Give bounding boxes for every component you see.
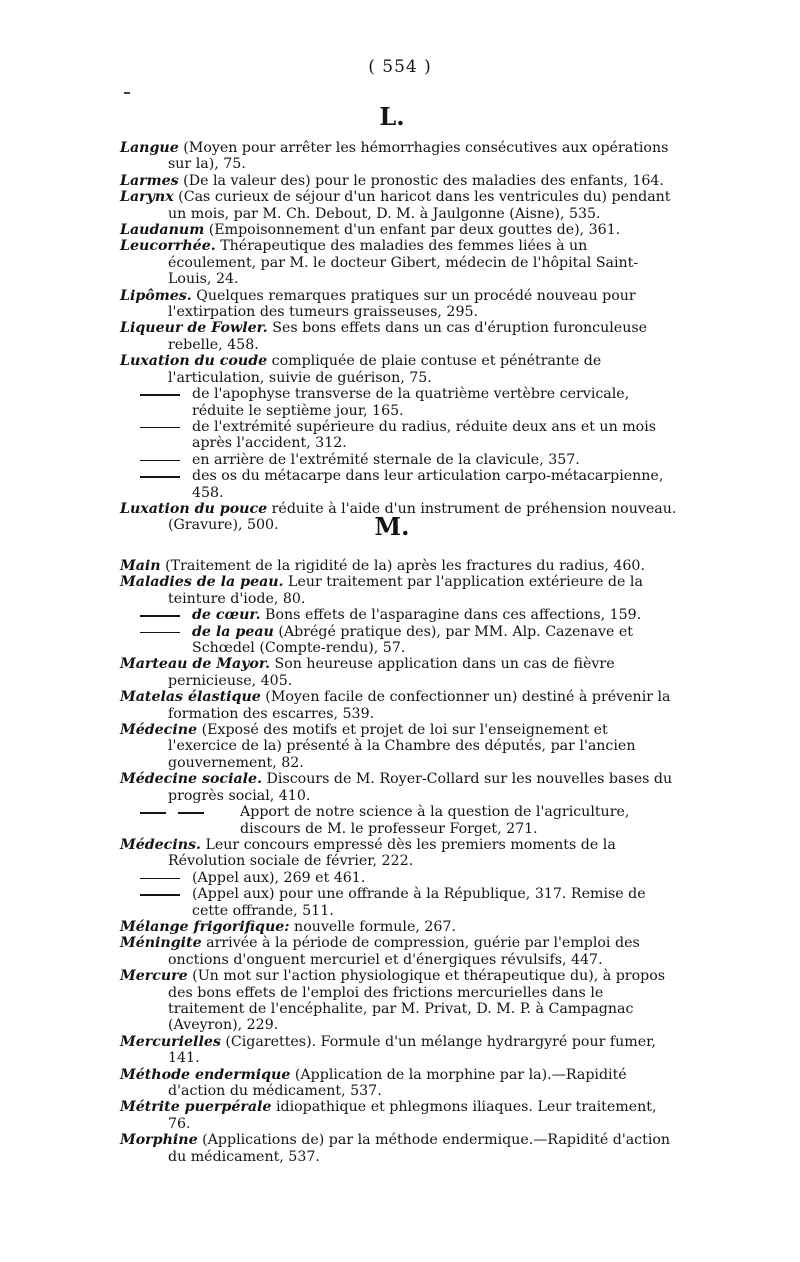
- index-entry: [120, 656, 678, 689]
- entry-text: Son heureuse application dans un cas de fièvre pernicieuse, 405.: [168, 656, 615, 689]
- entry-keyword: Médecine: [120, 722, 198, 739]
- entry-keyword: Liqueur de Fowler.: [120, 320, 268, 337]
- entry-keyword: Maladies de la peau.: [120, 574, 284, 591]
- entry-text: (Un mot sur l'action physiologique et thérapeutique du), à propos des bons effets de l'emploi des frictions mercurielles dans le traitement de l'encéphalite, par M. Privat, D. M. P. à Campagnac (Aveyron), 229.: [168, 968, 666, 1034]
- entry-keyword: Métrite puerpérale: [120, 1099, 272, 1116]
- entry-keyword: Matelas élastique: [120, 689, 261, 706]
- index-entry: [120, 624, 678, 657]
- index-entry: [120, 222, 678, 238]
- entry-text: de l'extrémité supérieure du radius, réduite deux ans et un mois après l'accident, 312.: [192, 418, 657, 452]
- entries-section-l: [120, 140, 678, 534]
- entry-keyword: Main: [120, 558, 161, 574]
- entry-text: en arrière de l'extrémité sternale de la clavicule, 357.: [192, 451, 580, 468]
- entry-text: Leur concours empressé dès les premiers moments de la Révolution sociale de février, 222.: [168, 836, 616, 870]
- entry-text: Thérapeutique des maladies des femmes liées à un écoulement, par M. le docteur Gibert, médecin de l'hôpital Saint-Louis, 24.: [168, 238, 639, 288]
- entry-text: réduite à l'aide d'un instrument de préhension nouveau. (Gravure), 500.: [168, 500, 677, 534]
- index-entry: [120, 189, 678, 222]
- entry-keyword: Larmes: [120, 172, 179, 189]
- entry-text: (Appel aux), 269 et 461.: [192, 869, 366, 886]
- entry-keyword: Méningite: [120, 935, 202, 952]
- index-entry: [120, 558, 678, 574]
- entry-keyword: de la peau: [192, 623, 274, 640]
- index-entry: [120, 837, 678, 870]
- index-entry: [120, 140, 678, 173]
- index-entry: [120, 804, 678, 837]
- index-entry: [120, 419, 678, 452]
- entry-keyword: Méthode endermique: [120, 1066, 291, 1083]
- entry-keyword: Mercure: [120, 968, 188, 985]
- index-entry: [120, 919, 678, 935]
- index-entry: [120, 320, 678, 353]
- entry-keyword: Médecine sociale.: [120, 771, 263, 788]
- entry-text: compliquée de plaie contuse et pénétrante de l'articulation, suivie de guérison, 75.: [168, 353, 602, 386]
- entry-text: (Cigarettes). Formule d'un mélange hydrargyré pour fumer, 141.: [168, 1033, 656, 1067]
- entry-text: (De la valeur des) pour le pronostic des maladies des enfants, 164.: [178, 172, 664, 189]
- index-entry: [120, 886, 678, 919]
- entry-keyword: de cœur.: [192, 607, 261, 624]
- entry-text: de l'apophyse transverse de la quatrième vertèbre cervicale, réduite le septième jour, 165.: [192, 386, 630, 419]
- index-entry: [120, 1034, 678, 1067]
- entry-text: Discours de M. Royer-Collard sur les nouvelles bases du progrès social, 410.: [168, 771, 673, 804]
- ditto-dash: [140, 632, 180, 634]
- ditto-dash: [140, 812, 166, 814]
- entry-keyword: Mélange frigorifique:: [120, 918, 290, 935]
- index-entry: [120, 1132, 678, 1165]
- index-entry: [120, 452, 678, 468]
- print-mark: [124, 92, 130, 94]
- entry-text: (Moyen facile de confectionner un) destiné à prévenir la formation des escarres, 539.: [168, 689, 671, 722]
- entry-text: (Application de la morphine par la).—Rapidité d'action du médicament, 537.: [168, 1066, 627, 1099]
- index-entry: [120, 968, 678, 1034]
- section-letter-l: L.: [379, 102, 405, 131]
- index-entry: [120, 771, 678, 804]
- ditto-dash: [140, 878, 180, 880]
- entry-text: Ses bons effets dans un cas d'éruption furonculeuse rebelle, 458.: [168, 320, 648, 353]
- entry-text: (Appel aux) pour une offrande à la République, 317. Remise de cette offrande, 511.: [192, 886, 646, 919]
- entry-keyword: Langue: [120, 140, 179, 156]
- ditto-dash: [140, 427, 180, 429]
- entry-text: des os du métacarpe dans leur articulation carpo-métacarpienne, 458.: [192, 468, 664, 501]
- index-entry: [120, 870, 678, 886]
- entry-keyword: Médecins.: [120, 836, 201, 853]
- entry-text: Quelques remarques pratiques sur un procédé nouveau pour l'extirpation des tumeurs graisseuses, 295.: [168, 287, 636, 321]
- entry-text: idiopathique et phlegmons iliaques. Leur traitement, 76.: [168, 1099, 657, 1132]
- index-entry: [120, 288, 678, 321]
- index-entry: [120, 1067, 678, 1100]
- entries-section-m: [120, 558, 678, 1165]
- entry-text: (Abrégé pratique des), par MM. Alp. Cazenave et Schœdel (Compte-rendu), 57.: [192, 623, 634, 657]
- index-entry: [120, 353, 678, 386]
- index-entry: [120, 935, 678, 968]
- entry-text: arrivée à la période de compression, guérie par l'emploi des onctions d'onguent mercuriel et d'énergiques révulsifs, 447.: [168, 935, 640, 968]
- ditto-dash: [140, 615, 180, 617]
- ditto-dash: [140, 394, 180, 396]
- entry-text: (Exposé des motifs et projet de loi sur l'enseignement et l'exercice de la) présenté à la Chambre des députés, par l'ancien gouvernement, 82.: [168, 722, 636, 771]
- index-entry: [120, 722, 678, 771]
- ditto-dash: [178, 812, 204, 814]
- entry-keyword: Marteau de Mayor.: [120, 656, 270, 673]
- index-entry: [120, 1099, 678, 1132]
- ditto-dash: [140, 460, 180, 462]
- index-entry: [120, 173, 678, 189]
- entry-keyword: Lipômes.: [120, 287, 192, 304]
- entry-text: (Traitement de la rigidité de la) après les fractures du radius, 460.: [160, 558, 645, 574]
- entry-keyword: Luxation du coude: [120, 353, 268, 370]
- entry-text: (Applications de) par la méthode endermique.—Rapidité d'action du médicament, 537.: [168, 1132, 671, 1165]
- entry-keyword: Luxation du pouce: [120, 500, 268, 517]
- index-entry: [120, 574, 678, 607]
- entry-keyword: Morphine: [120, 1132, 198, 1149]
- entry-keyword: Leucorrhée.: [120, 238, 216, 255]
- entry-keyword: Larynx: [120, 189, 174, 206]
- index-entry: [120, 607, 678, 623]
- entry-text: (Empoisonnement d'un enfant par deux gouttes de), 361.: [204, 222, 621, 239]
- entry-text: Bons effets de l'asparagine dans ces affections, 159.: [260, 607, 642, 624]
- entry-keyword: Laudanum: [120, 222, 205, 239]
- ditto-dash: [140, 476, 180, 478]
- section-letter-m: M.: [374, 512, 410, 541]
- index-entry: [120, 468, 678, 501]
- entry-text: Apport de notre science à la question de l'agriculture, discours de M. le professeur Forget, 271.: [240, 804, 630, 837]
- entry-text: (Moyen pour arrêter les hémorrhagies consécutives aux opérations sur la), 75.: [168, 140, 669, 173]
- entry-text: (Cas curieux de séjour d'un haricot dans les ventricules du) pendant un mois, par M. Ch. Debout, D. M. à Jaulgonne (Aisne), 535.: [168, 189, 671, 222]
- ditto-dash: [140, 894, 180, 896]
- index-entry: [120, 386, 678, 419]
- entry-text: nouvelle formule, 267.: [289, 918, 456, 935]
- entry-text: Leur traitement par l'application extérieure de la teinture d'iode, 80.: [168, 574, 643, 607]
- page-number: ( 554 ): [368, 57, 432, 77]
- index-entry: [120, 238, 678, 287]
- index-entry: [120, 689, 678, 722]
- entry-keyword: Mercurielles: [120, 1033, 221, 1050]
